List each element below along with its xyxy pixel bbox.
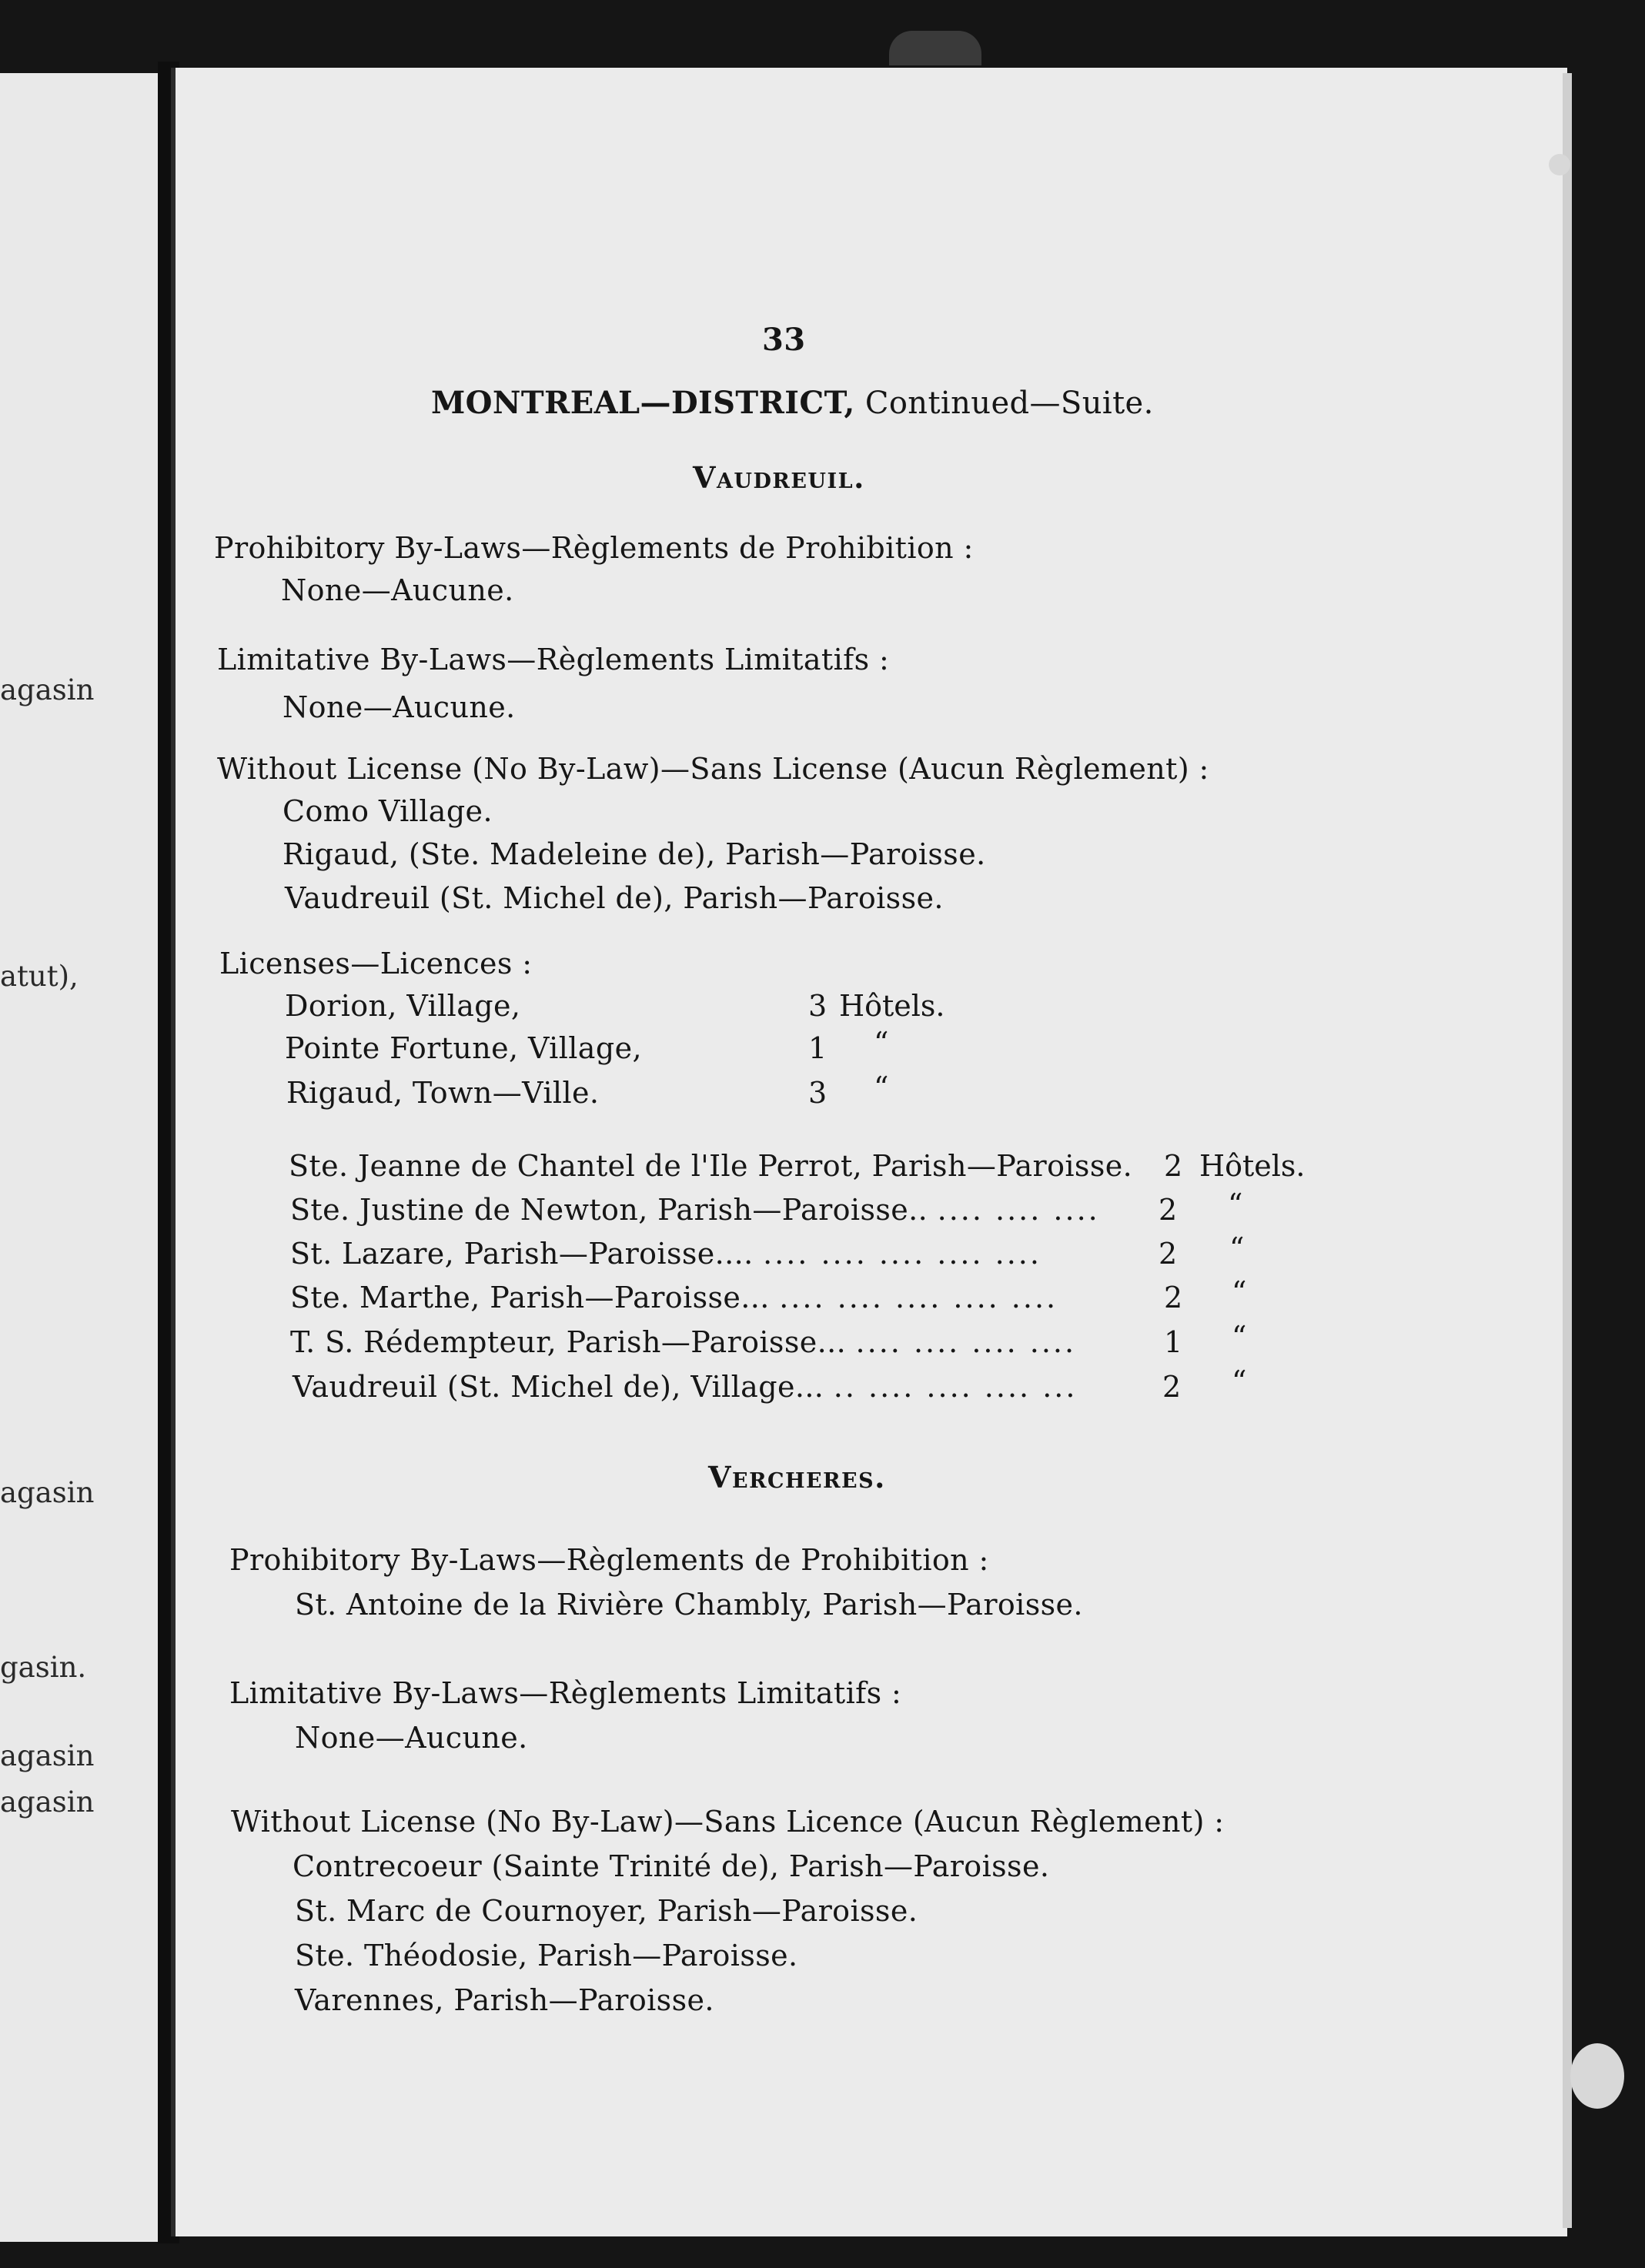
- license-unit: “: [1232, 1275, 1247, 1309]
- fragment-text: agasin: [0, 673, 95, 706]
- license-place: Rigaud, Town—Ville.: [286, 1076, 600, 1110]
- license-place: [290, 1325, 1076, 1359]
- fragment-text: agasin: [0, 1476, 95, 1509]
- license-unit: Hôtels.: [839, 989, 945, 1023]
- vercheres-limitative-heading: Limitative By-Laws—Règlements Limitatifs :: [229, 1676, 902, 1710]
- vercheres-limitative-item: None—Aucune.: [295, 1721, 528, 1755]
- section-title-vaudreuil: Vaudreuil.: [693, 460, 865, 495]
- section-title-vercheres: Vercheres.: [708, 1460, 886, 1495]
- license-count: 2: [1159, 1193, 1178, 1227]
- license-unit: “: [1232, 1320, 1247, 1354]
- leader-dots: .... .... .... .... ....: [779, 1281, 1058, 1314]
- license-count: 1: [1164, 1325, 1183, 1359]
- license-place: [290, 1281, 1058, 1314]
- license-place: [290, 1237, 1041, 1271]
- page-number: 33: [762, 322, 806, 358]
- license-place: [290, 1193, 1100, 1227]
- license-place-name: Ste. Marthe, Parish—Paroisse...: [290, 1281, 770, 1314]
- license-count: 2: [1162, 1370, 1182, 1404]
- vaudreuil-without-license-item: Como Village.: [283, 794, 493, 828]
- license-count: 2: [1159, 1237, 1178, 1271]
- license-unit: Hôtels.: [1199, 1149, 1306, 1183]
- scan-artifact: [889, 31, 981, 65]
- continued-label: Continued—Suite.: [864, 386, 1154, 421]
- vercheres-without-license-item: Varennes, Parish—Paroisse.: [295, 1983, 714, 2017]
- leader-dots: .... .... ....: [937, 1193, 1100, 1227]
- license-count: 1: [808, 1031, 828, 1065]
- license-place-name: Vaudreuil (St. Michel de), Village...: [293, 1370, 824, 1404]
- license-unit: “: [874, 1026, 889, 1060]
- license-count: 2: [1164, 1281, 1183, 1314]
- vaudreuil-limitative-heading: Limitative By-Laws—Règlements Limitatifs :: [217, 643, 890, 676]
- fragment-text: agasin: [0, 1785, 95, 1819]
- license-place-name: Ste. Justine de Newton, Parish—Paroisse..: [290, 1193, 928, 1227]
- license-place: [293, 1370, 1077, 1404]
- license-place-name: St. Lazare, Parish—Paroisse....: [290, 1237, 754, 1271]
- previous-page-fragment: [0, 73, 158, 2242]
- license-unit: “: [874, 1071, 889, 1104]
- vaudreuil-licenses-heading: Licenses—Licences :: [219, 947, 533, 980]
- license-unit: “: [1228, 1187, 1243, 1221]
- vaudreuil-prohibitory-heading: Prohibitory By-Laws—Règlements de Prohibition :: [214, 531, 974, 565]
- district-title: MONTREAL—DISTRICT,: [431, 385, 855, 421]
- vercheres-without-license-heading: Without License (No By-Law)—Sans Licence (Aucun Règlement) :: [231, 1805, 1225, 1839]
- license-place: Dorion, Village,: [285, 989, 521, 1023]
- vercheres-without-license-item: St. Marc de Cournoyer, Parish—Paroisse.: [295, 1894, 918, 1928]
- license-unit: “: [1232, 1364, 1247, 1398]
- license-count: 3: [808, 989, 828, 1023]
- fragment-text: atut),: [0, 960, 79, 993]
- vaudreuil-without-license-heading: Without License (No By-Law)—Sans License (Aucun Règlement) :: [217, 752, 1209, 786]
- license-unit: “: [1229, 1231, 1245, 1265]
- license-place: Ste. Jeanne de Chantel de l'Ile Perrot, Parish—Paroisse.: [289, 1149, 1133, 1183]
- vercheres-prohibitory-item: St. Antoine de la Rivière Chambly, Parish—Paroisse.: [295, 1588, 1083, 1622]
- vaudreuil-prohibitory-item: None—Aucune.: [281, 573, 514, 607]
- vaudreuil-limitative-item: None—Aucune.: [283, 690, 516, 724]
- license-place-name: T. S. Rédempteur, Parish—Paroisse...: [290, 1325, 847, 1359]
- fragment-text: agasin: [0, 1739, 95, 1772]
- leader-dots: .... .... .... .... ....: [763, 1237, 1041, 1271]
- scan-artifact: [1549, 154, 1570, 175]
- vercheres-without-license-item: Ste. Théodosie, Parish—Paroisse.: [295, 1939, 798, 1972]
- vercheres-without-license-item: Contrecoeur (Sainte Trinité de), Parish—Paroisse.: [293, 1849, 1050, 1883]
- page-title: [431, 385, 1154, 421]
- license-count: 2: [1164, 1149, 1183, 1183]
- fragment-text: gasin.: [0, 1651, 87, 1684]
- vercheres-prohibitory-heading: Prohibitory By-Laws—Règlements de Prohibition :: [229, 1543, 989, 1577]
- leader-dots: .... .... .... ....: [855, 1325, 1077, 1359]
- page-edge: [1563, 73, 1572, 2228]
- license-count: 3: [808, 1076, 828, 1110]
- scan-artifact: [1570, 2043, 1624, 2109]
- license-place: Pointe Fortune, Village,: [285, 1031, 642, 1065]
- leader-dots: .. .... .... .... ...: [833, 1370, 1078, 1404]
- vaudreuil-without-license-item: Rigaud, (Ste. Madeleine de), Parish—Paroisse.: [283, 837, 986, 871]
- vaudreuil-without-license-item: Vaudreuil (St. Michel de), Parish—Paroisse.: [285, 881, 944, 915]
